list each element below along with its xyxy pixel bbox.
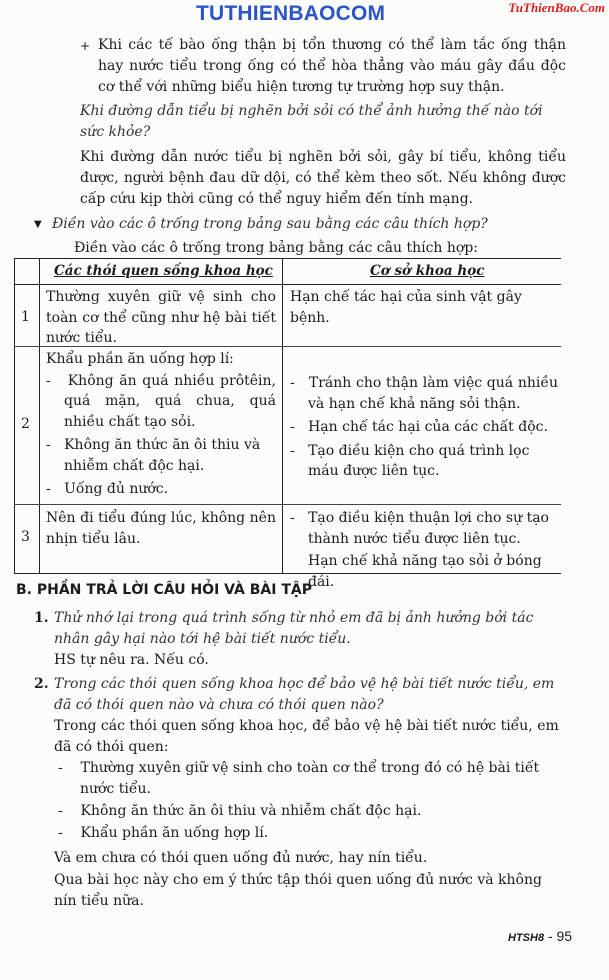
q2-answer-intro: Trong các thói quen sống khoa học, để bảo vệ hệ bài tiết nước tiểu, em đã có thói quen: (54, 718, 559, 755)
q2-text: Trong các thói quen sống khoa học để bảo vệ hệ bài tiết nước tiểu, em đã có thói quen nào và chưa có thói quen nào? (54, 676, 555, 713)
row-2-habit (46, 349, 276, 503)
q2-habit-list (58, 758, 566, 845)
q1-answer: HS tự nêu ra. Nếu có. (54, 652, 209, 668)
row-2-basis-item: - Tạo điều kiện cho quá trình lọc máu được liên tục. (290, 442, 530, 479)
q2-habit-item: - Không ăn thức ăn ôi thiu và nhiễm chất độc hại. (58, 803, 422, 819)
row-3-basis-item: - Tạo điều kiện thuận lợi cho sự tạo thành nước tiểu được liên tục. (290, 510, 549, 547)
task-instruction: Điền vào các ô trống trong bảng sau bằng các câu thích hợp? (52, 216, 488, 232)
q2-conclusion: Qua bài học này cho em ý thức tập thói quen uống đủ nước và không nín tiểu nữa. (54, 872, 542, 909)
plus-bullet-icon: + (80, 39, 91, 53)
footer-separator: - (544, 928, 557, 944)
row-2-basis (290, 373, 558, 485)
task-instruction-repeat: Điền vào các ô trống trong bảng bằng các câu thích hợp: (74, 240, 478, 256)
page-footer (508, 928, 572, 945)
watermark-title: TUTHIENBAOCOM (196, 2, 386, 25)
book-code: HTSH8 (508, 932, 545, 944)
row-2-habit-item: - Không ăn quá nhiều prôtêin, quá mặn, quá chua, quá nhiều chất tạo sỏi. (46, 372, 277, 430)
row-2-habit-item: - Không ăn thức ăn ôi thiu và nhiễm chất độc hại. (46, 437, 261, 474)
intro-bullet-text: Khi các tế bào ống thận bị tổn thương có thể làm tắc ống thận hay nước tiểu trong ống có thể hòa thẳng vào máu gây đầu độc cơ thể với những biểu hiện tương tự trường hợp suy thận. (98, 37, 566, 95)
row-3-number: 3 (21, 529, 30, 545)
triangle-bullet-icon: ▼ (34, 219, 42, 230)
row-1-habit: Thường xuyên giữ vệ sinh cho toàn cơ thể cũng như hệ bài tiết nước tiểu. (46, 289, 276, 346)
q2-habit-item: - Thường xuyên giữ vệ sinh cho toàn cơ thể trong đó có hệ bài tiết nước tiểu. (58, 760, 540, 797)
q2-not-yet: Và em chưa có thói quen uống đủ nước, hay nín tiểu. (54, 850, 428, 866)
answer-kidney-stone: Khi đường dẫn nước tiểu bị nghẽn bởi sỏi, gây bí tiểu, không tiểu được, người bệnh đau dữ dội, có thể kèm theo sốt. Nếu không được cấp cứu kịp thời cũng có thể nguy hiểm đến tính mạng. (80, 149, 566, 207)
row-3-basis-extra: Hạn chế khả năng tạo sỏi ở bóng đái. (308, 553, 542, 590)
row-2-habit-item: - Uống đủ nước. (46, 481, 169, 497)
q1-number: 1. (34, 610, 49, 626)
row-1-number: 1 (21, 309, 30, 325)
row-3-habit: Nên đi tiểu đúng lúc, không nên nhịn tiểu lâu. (46, 510, 276, 547)
row-2-basis-item: - Hạn chế tác hại của các chất độc. (290, 419, 548, 435)
section-b-title: B. PHẦN TRẢ LỜI CÂU HỎI VÀ BÀI TẬP (16, 582, 312, 598)
row-1-basis: Hạn chế tác hại của sinh vật gây bệnh. (290, 289, 522, 326)
watermark-corner-logo: TuThienBao.Com (508, 0, 605, 15)
q2-number: 2. (34, 676, 49, 692)
row-2-basis-item: - Tránh cho thận làm việc quá nhiều và hạn chế khả năng sỏi thận. (290, 375, 558, 412)
page-number: 95 (556, 928, 573, 944)
q2-habit-item: - Khẩu phần ăn uống hợp lí. (58, 825, 269, 841)
question-kidney-stone: Khi đường dẫn tiểu bị nghẽn bởi sỏi có thể ảnh hưởng thế nào tới sức khỏe? (80, 103, 543, 140)
row-2-number: 2 (21, 416, 30, 432)
table-header-habits: Các thói quen sống khoa học (54, 263, 273, 279)
row-3-basis (290, 508, 558, 592)
q1-text: Thử nhớ lại trong quá trình sống từ nhỏ em đã bị ảnh hưởng bởi tác nhân gây hại nào tới hệ bài tiết nước tiểu. (54, 610, 534, 647)
row-2-habit-intro: Khẩu phần ăn uống hợp lí: (46, 351, 234, 367)
table-header-basis: Cơ sở khoa học (370, 263, 485, 279)
